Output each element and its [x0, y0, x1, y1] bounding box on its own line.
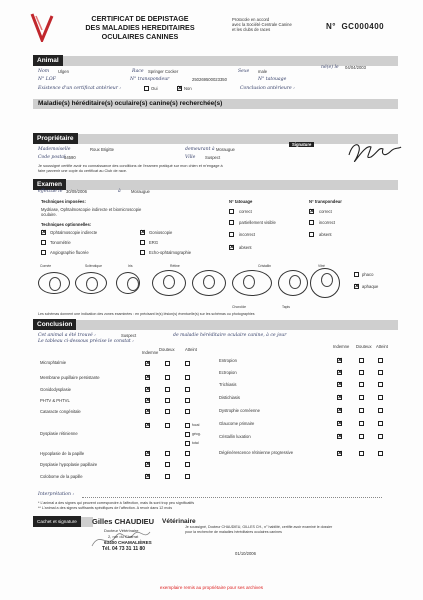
col-header-douteux-right: Douteux	[356, 344, 372, 349]
result-douteux-checkbox[interactable]	[165, 375, 170, 380]
result-indemne-checkbox[interactable]	[145, 361, 150, 366]
transponder-label: N° transpondeur	[130, 77, 170, 82]
vet-date: 01/10/2006	[235, 551, 256, 556]
transponder-absent-checkbox[interactable]	[309, 232, 314, 237]
dysplasia-total-checkbox[interactable]	[185, 441, 190, 446]
exam-date: 30/09/2006	[66, 189, 87, 194]
technique-label: Ophtalmoscopie indirecte	[50, 230, 98, 235]
dysplasia-geo-checkbox[interactable]	[185, 432, 190, 437]
footer-note: exemplaire remis au propriétaire pour ses archives	[159, 585, 264, 590]
result-atteint-checkbox[interactable]	[185, 361, 190, 366]
result-douteux-checkbox[interactable]	[359, 408, 364, 413]
tattoo-partial-checkbox[interactable]	[229, 220, 234, 225]
result-douteux-checkbox[interactable]	[165, 451, 170, 456]
animal-section-header: Animal	[33, 56, 398, 66]
interpretation-label: Interprétation :	[38, 492, 75, 497]
tattoo-correct-checkbox[interactable]	[229, 209, 234, 214]
disease-cataract: Cataracte congénitale	[40, 409, 81, 414]
aphaque-label: aphaque	[362, 284, 379, 289]
technique-echo-checkbox[interactable]	[140, 250, 145, 255]
transponder-heading: N° transpondeur	[309, 199, 342, 204]
optional-techniques-heading: Techniques optionnelles:	[41, 222, 92, 227]
tattoo-heading: N° tatouage	[229, 199, 253, 204]
result-atteint-checkbox[interactable]	[185, 462, 190, 467]
owner-declaration-line-1: Je soussigné certifie avoir eu connaissance des conditions de l'examen pratiqué sur mon chien et m'engage à	[38, 164, 223, 168]
imposed-techniques-heading: Techniques imposées:	[41, 199, 86, 204]
disease-papilla-hypoplasia: Hypoplasie de la papille	[40, 451, 85, 456]
result-atteint-checkbox[interactable]	[185, 398, 190, 403]
result-indemne-checkbox[interactable]	[337, 382, 342, 387]
breed-label: Race	[132, 69, 144, 74]
disease-distichiasis: Distichiasis	[219, 395, 240, 400]
aphaque-checkbox[interactable]	[354, 284, 359, 289]
result-indemne-checkbox[interactable]	[337, 358, 342, 363]
result-douteux-checkbox[interactable]	[165, 398, 170, 403]
result-indemne-checkbox[interactable]	[145, 423, 150, 428]
col-header-indemne: Indemne	[142, 350, 159, 355]
result-atteint-checkbox[interactable]	[378, 358, 383, 363]
owner-section-header: Propriétaire	[33, 134, 398, 144]
eye-diagram-retina	[152, 270, 186, 296]
disease-phtv: PHTV & PHTVL	[40, 398, 70, 403]
eye-diagram-cornea	[38, 272, 70, 294]
vet-signature	[86, 522, 156, 556]
eye-diagram-vitreous	[232, 270, 272, 296]
technique-label: Echo-ophtalmographie	[149, 250, 192, 255]
result-atteint-checkbox[interactable]	[378, 434, 383, 439]
technique-angiographie-checkbox[interactable]	[41, 250, 46, 255]
result-douteux-checkbox[interactable]	[359, 421, 364, 426]
result-indemne-checkbox[interactable]	[337, 395, 342, 400]
technique-tonometrie-checkbox[interactable]	[41, 240, 46, 245]
interpretation-line	[82, 497, 382, 498]
vet-phone: Tél. 04 73 31 11 80	[102, 546, 146, 552]
birth-label: né(e) le	[321, 65, 339, 70]
vet-line: Docteur Vétérinaire	[104, 528, 139, 533]
result-douteux-checkbox[interactable]	[165, 462, 170, 467]
col-header-douteux: Douteux	[159, 347, 175, 352]
note-doubtful: * L'animal a des signes qui peuvent correspondre à l'affection, mais ils sont trop peu significatifs	[38, 501, 195, 505]
col-header-indemne-right: Indemne	[333, 344, 350, 349]
diagram-label: Cornée	[40, 264, 52, 268]
result-indemne-checkbox[interactable]	[337, 370, 342, 375]
disease-trichiasis: Trichiasis	[219, 382, 237, 387]
tattoo-option: partiellement visible	[239, 220, 276, 225]
animal-sex: male	[258, 69, 268, 74]
imposed-techniques-text: Mydriase, Ophtalmoscopie indirecte et biomicroscopie	[41, 207, 142, 212]
owner-title-label: Mademoiselle	[38, 147, 71, 152]
postal-label: Code postal	[38, 155, 66, 160]
technique-ophtalmoscopie-checkbox[interactable]	[41, 230, 46, 235]
transponder-option: incorrect	[319, 220, 336, 225]
owner-declaration-line-2: faire parvenir une copie du certificat au Club de race.	[38, 169, 128, 173]
owner-address: Moraugue	[216, 147, 235, 152]
tattoo-incorrect-checkbox[interactable]	[229, 232, 234, 237]
document-title: CERTIFICAT DE DEPISTAGE DES MALADIES HEREDITAIRES OCULAIRES CANINES	[85, 14, 195, 41]
result-indemne-checkbox[interactable]	[145, 462, 150, 467]
result-indemne-checkbox[interactable]	[145, 474, 150, 479]
result-atteint-checkbox[interactable]	[185, 387, 190, 392]
name-label: Nom	[38, 69, 50, 74]
technique-label: Gonioscopie	[149, 230, 173, 235]
disease-microphtalmie: Microphtalmie	[40, 360, 67, 365]
transponder-correct-checkbox[interactable]	[309, 209, 314, 214]
transponder-option: correct	[319, 209, 332, 214]
technique-label: Angiographie fluorée	[50, 250, 89, 255]
result-indemne-checkbox[interactable]	[145, 398, 150, 403]
lof-label: N° LOF	[38, 77, 56, 82]
vet-line: 2, rue du Charrat	[108, 534, 139, 539]
protocol-note: Protocole en accord avec la Société Centrale Canine et les clubs de races	[232, 17, 292, 33]
vet-title: Vétérinaire	[162, 518, 196, 525]
result-atteint-checkbox[interactable]	[378, 408, 383, 413]
disease-goniodysplasie: Gonidodysplasie	[40, 387, 71, 392]
vet-stamp-header: Cachet et signature	[33, 517, 93, 527]
no-label: Non	[184, 86, 192, 91]
diagram-label: Rétine	[170, 264, 180, 268]
phaco-checkbox[interactable]	[354, 272, 359, 277]
tattoo-label: N° tatouage	[258, 77, 287, 82]
dysplasia-total-label: total	[192, 441, 199, 445]
result-atteint-checkbox[interactable]	[378, 382, 383, 387]
diagram-label: Iris	[128, 264, 133, 268]
imposed-techniques-text-2: oculaire.	[41, 212, 57, 217]
exam-date-label: effectué le	[38, 189, 63, 194]
owner-postal: 34590	[64, 155, 76, 160]
disease-ectropion: Ectropion	[219, 370, 237, 375]
result-douteux-checkbox[interactable]	[359, 358, 364, 363]
diagram-label: Vitré	[318, 264, 325, 268]
animal-name: Ulgen	[58, 69, 69, 74]
result-indemne-checkbox[interactable]	[145, 387, 150, 392]
conclusion-status: Suspect	[121, 333, 137, 338]
result-atteint-checkbox[interactable]	[185, 423, 190, 428]
animal-breed: Springer Cocker	[148, 69, 179, 74]
sex-label: Sexe	[238, 69, 250, 74]
result-indemne-checkbox[interactable]	[145, 409, 150, 414]
transponder-incorrect-checkbox[interactable]	[309, 220, 314, 225]
diagram-label: Sclérotique	[85, 264, 102, 268]
transponder-number: 250269500023350	[192, 77, 227, 82]
disease-entropion: Entropion	[219, 358, 237, 363]
tattoo-absent-checkbox[interactable]	[229, 245, 234, 250]
vet-line: 63400 CHAMALIÈRES	[104, 540, 152, 545]
result-atteint-checkbox[interactable]	[185, 375, 190, 380]
result-atteint-checkbox[interactable]	[185, 474, 190, 479]
result-atteint-checkbox[interactable]	[378, 421, 383, 426]
result-indemne-checkbox[interactable]	[337, 451, 342, 456]
result-douteux-checkbox[interactable]	[165, 409, 170, 414]
result-douteux-checkbox[interactable]	[359, 395, 364, 400]
result-douteux-checkbox[interactable]	[359, 370, 364, 375]
conclusion-section-header: Conclusion	[33, 320, 398, 330]
conclusion-suffix: de maladie héréditaire oculaire canine, à ce jour	[173, 333, 287, 338]
result-indemne-checkbox[interactable]	[337, 434, 342, 439]
result-douteux-checkbox[interactable]	[165, 361, 170, 366]
technique-label: Tonométrie	[50, 240, 71, 245]
result-atteint-checkbox[interactable]	[378, 370, 383, 375]
tattoo-option: correct	[239, 209, 252, 214]
result-douteux-checkbox[interactable]	[165, 387, 170, 392]
diagram-label: Cristallin	[258, 264, 271, 268]
result-douteux-checkbox[interactable]	[165, 474, 170, 479]
diagram-note: Les schémas donnent une indication des zones examinées : en précisant le(s) lésion(s) éventuelle(s) sur les schémas ou photographies	[38, 312, 255, 316]
disease-papilla-coloboma: Colobome de la papille	[40, 474, 83, 479]
vet-note-line-1: Je soussigné, Docteur CHAUDIEU, GILLES CH., n° habilité, certifie avoir examiné le dossier	[185, 525, 333, 529]
disease-corneal-dystrophy: Dystrophie cornéenne	[219, 408, 260, 413]
result-douteux-checkbox[interactable]	[359, 451, 364, 456]
result-atteint-checkbox[interactable]	[378, 451, 383, 456]
tattoo-option: absent	[239, 245, 252, 250]
eye-diagram-sclera	[75, 272, 107, 294]
technique-label: ERG	[149, 240, 159, 245]
animal-birthdate: 04/04/2003	[345, 65, 366, 70]
result-atteint-checkbox[interactable]	[378, 395, 383, 400]
result-atteint-checkbox[interactable]	[185, 451, 190, 456]
result-douteux-checkbox[interactable]	[359, 434, 364, 439]
signature-label: Signature	[289, 142, 314, 147]
previous-cert-yes-checkbox[interactable]	[144, 86, 149, 91]
col-header-atteint: Atteint	[185, 347, 197, 352]
note-affected: ** L'animal a des signes suffisants spécifiques de l'affection. A revoir dans 12 mois	[38, 506, 173, 510]
result-indemne-checkbox[interactable]	[337, 421, 342, 426]
diagram-label: Tapis	[282, 305, 290, 309]
address-label: demeurant à	[185, 147, 215, 152]
dysplasia-focal-label: focal	[192, 423, 200, 427]
diseases-section-header: Maladie(s) héréditaire(s) oculaire(s) canine(s) recherchée(s)	[33, 99, 398, 109]
yes-label: Oui	[151, 86, 158, 91]
eye-diagram-iris	[116, 272, 140, 294]
previous-cert-no-checkbox[interactable]	[177, 86, 182, 91]
disease-lens-luxation: Cristallin luxation	[219, 434, 251, 439]
result-indemne-checkbox[interactable]	[337, 408, 342, 413]
diagram-label: Choroïde	[232, 305, 246, 309]
conclusion-intro: Cet animal a été trouvé :	[38, 333, 96, 338]
technique-erg-checkbox[interactable]	[140, 240, 145, 245]
vet-note-line-2: pour la recherche de maladies héréditaires oculaires canines	[185, 530, 282, 534]
disease-papilla-dysplasia: Dysplasie hypoplasie papillaire	[40, 462, 98, 467]
result-indemne-checkbox[interactable]	[145, 451, 150, 456]
dysplasia-geo-label: géog.	[192, 432, 201, 436]
previous-cert-label: Existence d'un certificat antérieur :	[38, 86, 121, 91]
col-header-atteint-right: Atteint	[376, 344, 388, 349]
result-douteux-checkbox[interactable]	[359, 382, 364, 387]
owner-name: Roux Brigitte	[90, 147, 114, 152]
vet-name: Gilles CHAUDIEU	[92, 517, 155, 526]
eye-diagram-tapetum	[310, 268, 340, 298]
result-atteint-checkbox[interactable]	[185, 409, 190, 414]
disease-glaucoma: Glaucome primaire	[219, 421, 255, 426]
disease-pra: Dégénérescence rétinienne progressive	[219, 450, 294, 455]
vet-logo	[30, 12, 54, 42]
city-label: Ville	[185, 155, 196, 160]
eye-diagram-lens	[192, 270, 226, 296]
owner-city: Suspect	[205, 155, 221, 160]
eye-diagram-choroid	[278, 270, 308, 296]
exam-section-header: Examen	[33, 180, 398, 190]
technique-gonioscopie-checkbox[interactable]	[140, 230, 145, 235]
disease-persistent-membrane: Membrane pupillaire persistante	[40, 375, 100, 380]
transponder-option: absent	[319, 232, 332, 237]
certificate-number: N° GC000400	[326, 22, 385, 31]
disease-retinal-dysplasia: Dysplasie rétinienne	[40, 431, 78, 436]
exam-place-label: à	[118, 189, 121, 194]
exam-place: Moraugue	[131, 189, 150, 194]
tattoo-option: incorrect	[239, 232, 256, 237]
owner-signature	[345, 137, 405, 167]
previous-conclusion-label: Conclusion antérieure :	[240, 86, 295, 91]
phaco-label: phaco	[362, 272, 374, 277]
result-indemne-checkbox[interactable]	[145, 375, 150, 380]
result-douteux-checkbox[interactable]	[165, 423, 170, 428]
conclusion-table-note: Le tableau ci-dessous précise le constat :	[38, 339, 134, 344]
